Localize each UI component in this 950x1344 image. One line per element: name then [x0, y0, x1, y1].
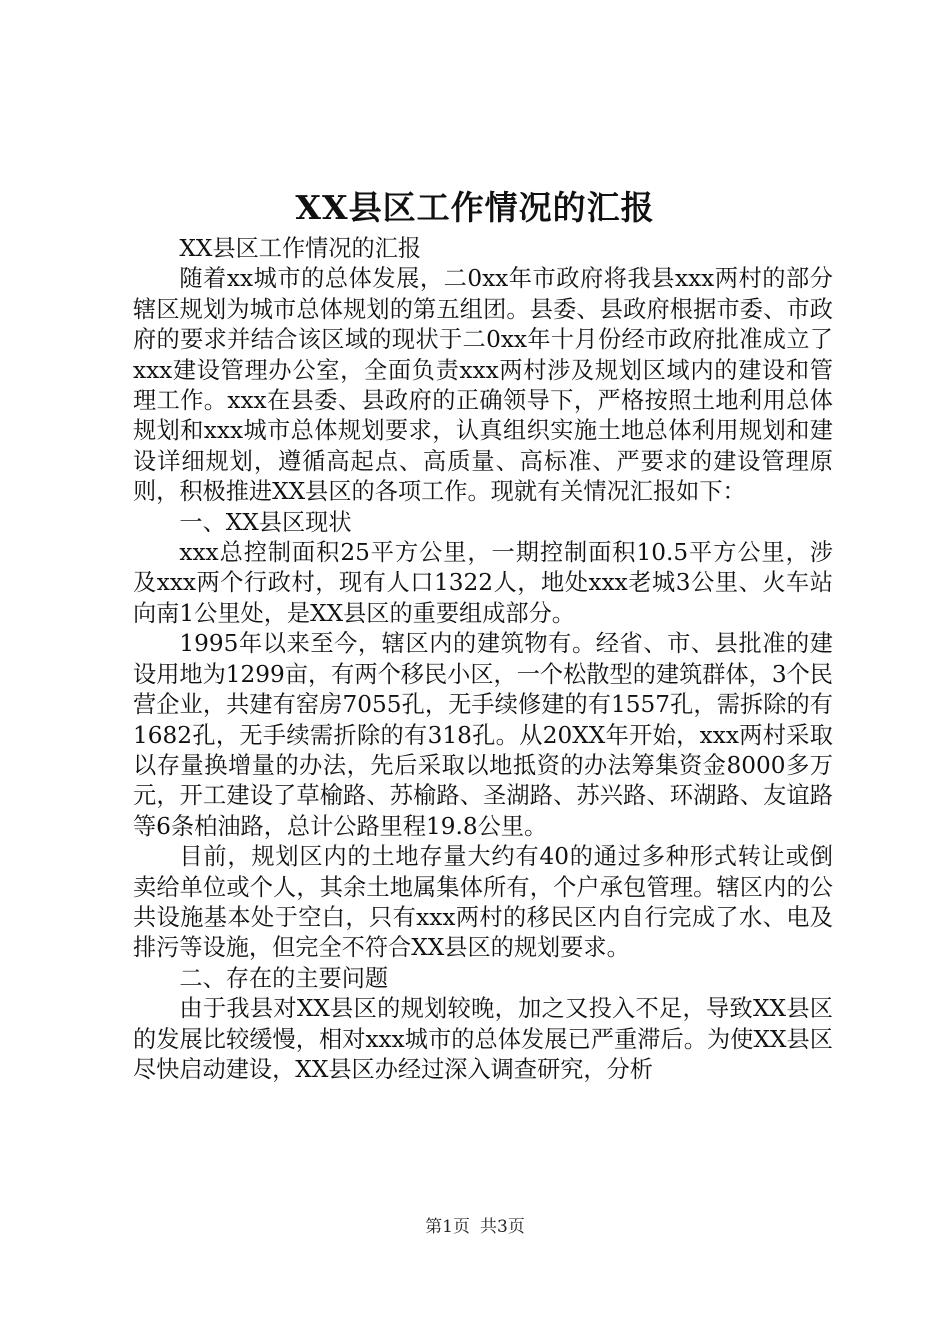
paragraph-subtitle: XX县区工作情况的汇报	[179, 235, 422, 262]
document-title: XX县区工作情况的汇报	[295, 188, 655, 227]
section-heading-1: 一、XX县区现状	[179, 508, 352, 536]
document-body	[133, 234, 833, 1085]
paragraph-intro: 随着xx城市的总体发展，二0xx年市政府将我县xxx两村的部分辖区规划为城市总体规划的第五组团。县委、县政府根据市委、市政府的要求并结合该区域的现状于二0xx年十月份经市政府批准成立了xxx建设管理办公室，全面负责xxx两村涉及规划区域内的建设和管理工作。xxx在县委、县政府的正确领导下，严格按照土地利用总体规划和xxx城市总体规划要求，认真组织实施土地总体利用规划和建设详细规划，遵循高起点、高质量、高标准、严要求的建设管理原则，积极推进XX县区的各项工作。现就有关情况汇报如下：	[133, 265, 833, 506]
page-total: 共3页	[480, 1217, 525, 1237]
paragraph-area: xxx总控制面积25平方公里，一期控制面积10.5平方公里，涉及xxx两个行政村，现有人口1322人，地处xxx老城3公里、火车站向南1公里处，是XX县区的重要组成部分。	[133, 539, 833, 627]
page-number: 第1页	[425, 1217, 470, 1237]
paragraph-buildings: 1995年以来至今，辖区内的建筑物有。经省、市、县批准的建设用地为1299亩，有两个移民小区，一个松散型的建筑群体，3个民营企业，共建有窑房7055孔，无手续修建的有1557孔，需拆除的有1682孔，无手续需折除的有318孔。从20XX年开始，xxx两村采取以存量换增量的办法，先后采取以地抵资的办法筹集资金8000多万元，开工建设了草榆路、苏榆路、圣湖路、苏兴路、环湖路、友谊路等6条柏油路，总计公路里程19.8公里。	[133, 630, 833, 840]
paragraph-land: 目前，规划区内的土地存量大约有40的通过多种形式转让或倒卖给单位或个人，其余土地属集体所有，个户承包管理。辖区内的公共设施基本处于空白，只有xxx两村的移民区内自行完成了水、电及排污等设施，但完全不符合XX县区的规划要求。	[133, 843, 833, 962]
page-footer	[0, 1215, 950, 1239]
paragraph-problems: 由于我县对XX县区的规划较晚，加之又投入不足，导致XX县区的发展比较缓慢，相对xxx城市的总体发展已严重滞后。为使XX县区尽快启动建设，XX县区办经过深入调查研究，分析	[133, 995, 833, 1083]
section-heading-2: 二、存在的主要问题	[179, 964, 389, 992]
